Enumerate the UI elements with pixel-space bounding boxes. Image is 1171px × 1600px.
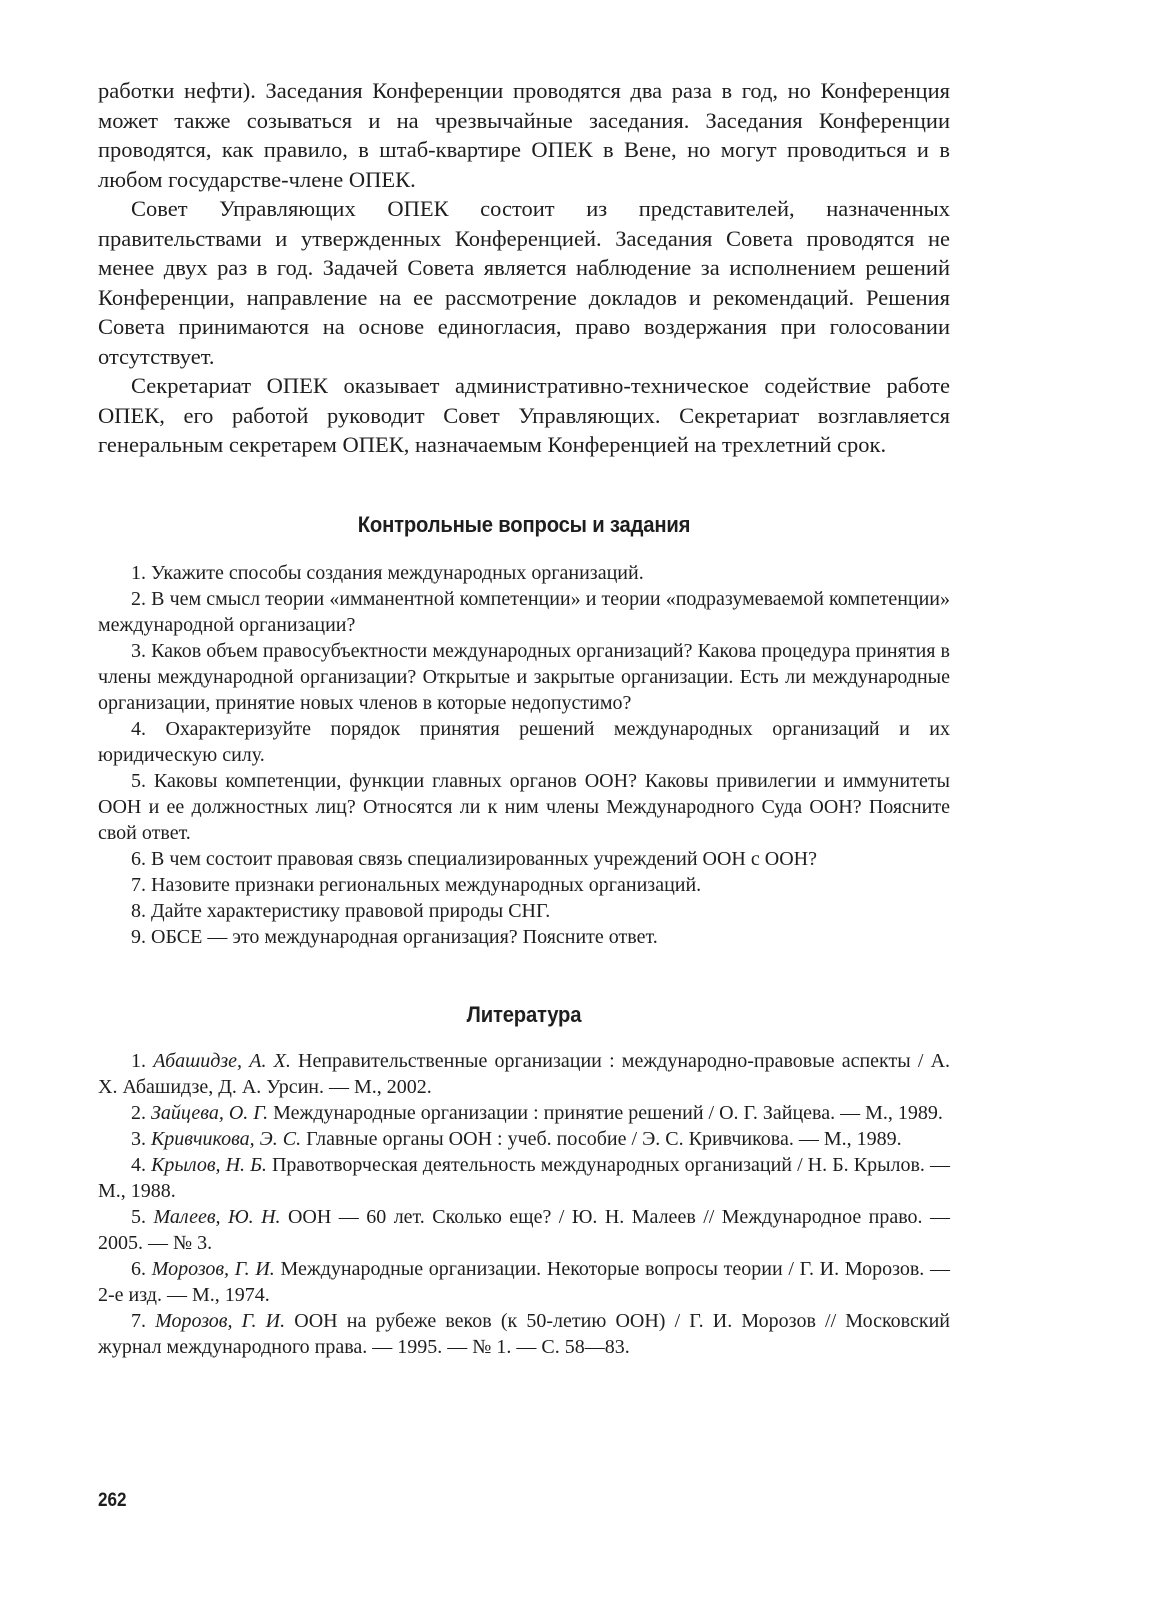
item-number: 3. [131,639,146,662]
literature-item [98,1048,950,1100]
literature-item [98,1204,950,1256]
body-paragraph: Секретариат ОПЕК оказывает административно-техническое содействие работе ОПЕК, его работой руководит Совет Управляющих. Секретариат возглавляется генеральным секретарем ОПЕК, назначаемым Конференцией на трехлетний срок. [98,373,950,457]
item-text: Правотворческая деятельность международных организаций / Н. Б. Крылов. — М., 1988. [98,1153,950,1202]
page-number: 262 [98,1490,127,1511]
literature-item [98,1100,950,1126]
item-number: 5. [131,769,146,792]
item-number: 8. [131,899,146,922]
item-number: 9. [131,925,146,948]
item-text: Каковы компетенции, функции главных органов ООН? Каковы привилегии и иммунитеты ООН и ее должностных лиц? Относятся ли к ним члены Международного Суда ООН? Поясните свой ответ. [98,769,950,844]
question-item [98,560,950,586]
item-number: 6. [131,847,146,870]
question-item [98,716,950,768]
item-text: Главные органы ООН : учеб. пособие / Э. С. Кривчикова. — М., 1989. [306,1127,902,1150]
item-text: Международные организации. Некоторые вопросы теории / Г. И. Морозов. — 2-е изд. — М., 1974. [98,1257,951,1306]
item-number: 3. [131,1127,146,1150]
literature-item [98,1152,950,1204]
item-number: 1. [131,561,146,584]
questions-list [98,560,950,950]
item-text: Дайте характеристику правовой природы СНГ. [151,899,551,922]
questions-heading: Контрольные вопросы и задания [357,511,691,537]
literature-item [98,1126,950,1152]
item-text: В чем смысл теории «имманентной компетенции» и теории «подразумеваемой компетенции» международной организации? [98,587,951,636]
question-item [98,872,950,898]
literature-item [98,1256,950,1308]
question-item [98,924,950,950]
item-author: Морозов, Г. И. [155,1309,286,1332]
question-item [98,846,950,872]
item-author: Малеев, Ю. Н. [153,1205,281,1228]
item-text: Неправительственные организации : международно-правовые аспекты / А. Х. Абашидзе, Д. А. Урсин. — М., 2002. [98,1049,951,1098]
item-number: 1. [131,1049,146,1072]
item-text: Назовите признаки региональных международных организаций. [151,873,702,896]
item-text: Международные организации : принятие решений / О. Г. Зайцева. — М., 1989. [273,1101,943,1124]
item-number: 4. [131,1153,146,1176]
item-author: Зайцева, О. Г. [151,1101,269,1124]
item-number: 5. [131,1205,146,1228]
item-number: 4. [131,717,146,740]
item-number: 7. [131,1309,146,1332]
item-author: Кривчикова, Э. С. [151,1127,302,1150]
item-text: ОБСЕ — это международная организация? Поясните ответ. [151,925,658,948]
item-text: Укажите способы создания международных организаций. [151,561,644,584]
body-paragraph: работки нефти). Заседания Конференции проводятся два раза в год, но Конференция может также созываться и на чрезвычайные заседания. Заседания Конференции проводятся, как правило, в штаб-квартире ОПЕК в Вене, но могут проводиться и в любом государстве-члене ОПЕК. [98,78,950,192]
item-text: ООН — 60 лет. Сколько еще? / Ю. Н. Малеев // Международное право. — 2005. — № 3. [98,1205,951,1254]
item-author: Крылов, Н. Б. [151,1153,267,1176]
item-author: Абашидзе, А. Х. [153,1049,291,1072]
item-number: 6. [131,1257,146,1280]
item-text: Охарактеризуйте порядок принятия решений международных организаций и их юридическую силу. [98,717,950,766]
question-item [98,898,950,924]
item-author: Морозов, Г. И. [151,1257,275,1280]
literature-list [98,1048,950,1360]
question-item [98,586,950,638]
item-text: В чем состоит правовая связь специализированных учреждений ООН с ООН? [151,847,817,870]
item-text: ООН на рубеже веков (к 50-летию ООН) / Г. И. Морозов // Московский журнал международного права. — 1995. — № 1. — С. 58—83. [98,1309,950,1358]
body-paragraph: Совет Управляющих ОПЕК состоит из представителей, назначенных правительствами и утвержденных Конференцией. Заседания Совета проводятся не менее двух раз в год. Задачей Совета является наблюдение за исполнением решений Конференции, направление на ее рассмотрение докладов и рекомендаций. Решения Совета принимаются на основе единогласия, право воздержания при голосовании отсутствует. [98,196,950,369]
body-text [98,76,950,460]
page-content [98,76,950,1360]
item-number: 7. [131,873,146,896]
literature-item [98,1308,950,1360]
item-number: 2. [131,587,146,610]
item-text: Каков объем правосубъектности международных организаций? Какова процедура принятия в члены международной организации? Открытые и закрытые организации. Есть ли международные организации, принятие новых членов в которые недопустимо? [98,639,951,714]
question-item [98,638,950,716]
question-item [98,768,950,846]
literature-heading: Литература [466,1001,582,1027]
item-number: 2. [131,1101,146,1124]
